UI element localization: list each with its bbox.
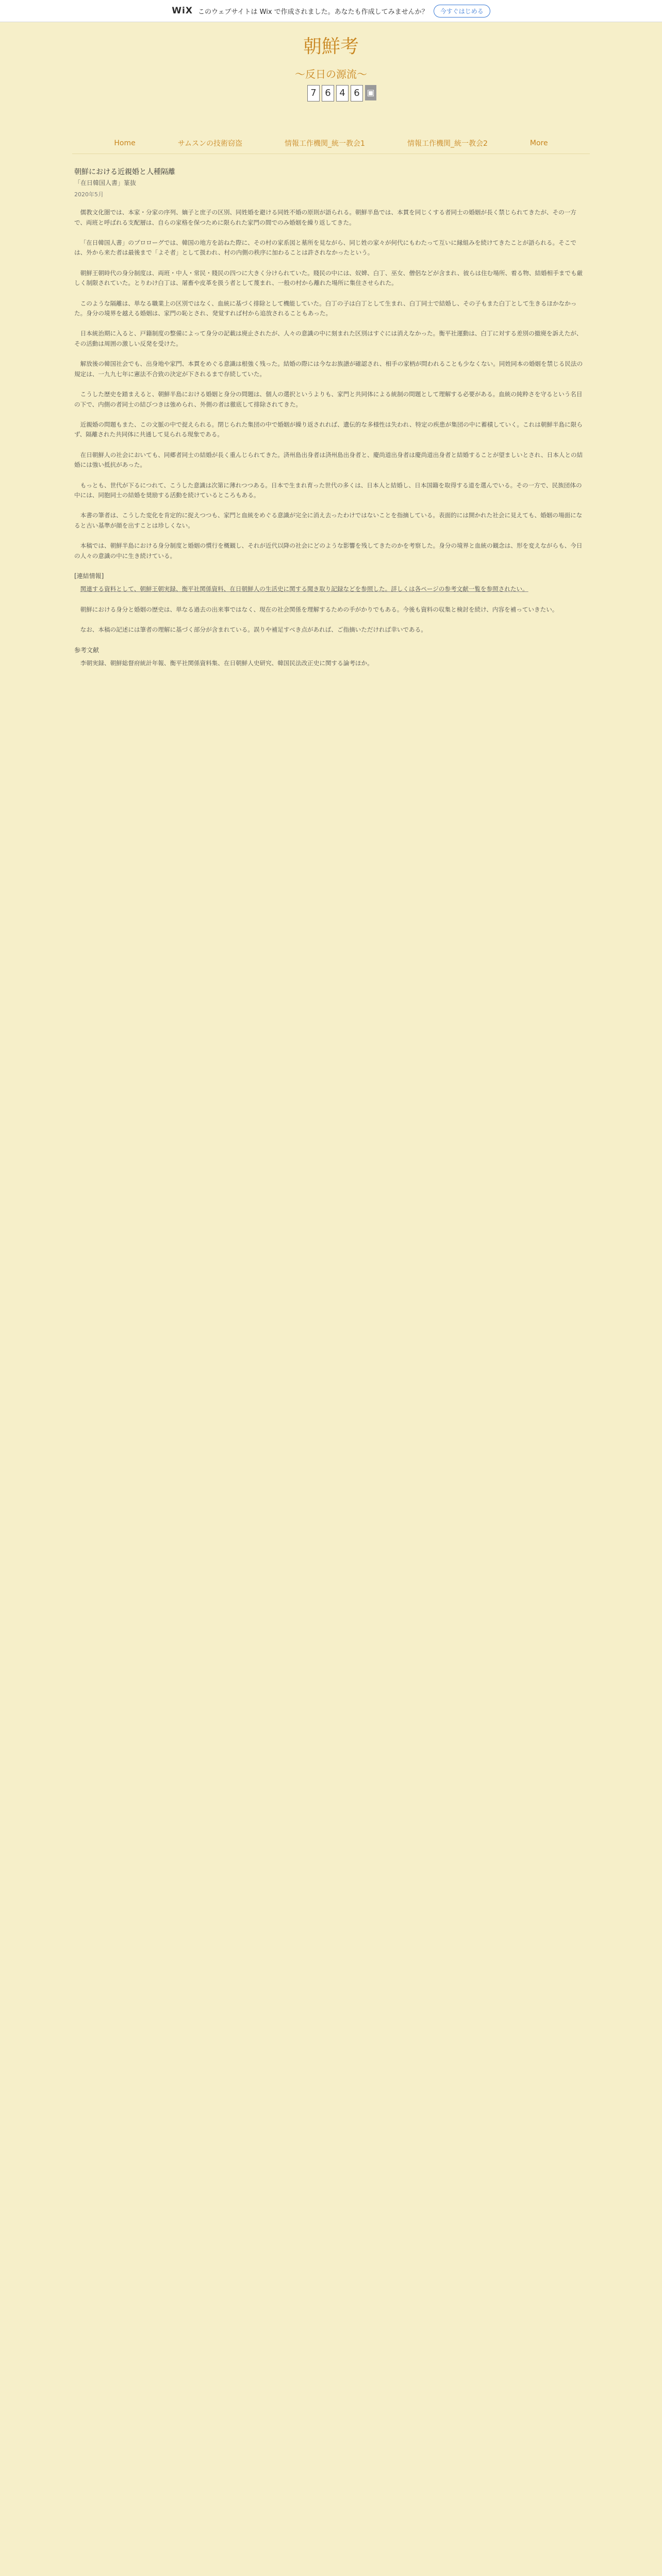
site-subtitle: ～反日の源流～ xyxy=(295,68,367,80)
wix-start-button[interactable]: 今すぐはじめる xyxy=(434,5,490,18)
article-paragraph: 本書の筆者は、こうした変化を肯定的に捉えつつも、家門と血統をめぐる意識が完全に消え去ったわけではないことを指摘している。表面的には開かれた社会に見えても、婚姻の場面になると古い基準が顔を出すことは珍しくない。 xyxy=(74,512,583,529)
references-paragraph: 李朝実録、朝鮮総督府統計年報、衡平社関係資料集、在日朝鮮人史研究、韓国民法改正史に関する論考ほか。 xyxy=(80,659,373,667)
article-paragraph: このような隔離は、単なる職業上の区別ではなく、血統に基づく排除として機能していた。白丁の子は白丁として生まれ、白丁同士で結婚し、その子もまた白丁として生きるほかなかった。身分の境界を越える婚姻は、家門の恥とされ、発覚すれば村から追放されることもあった。 xyxy=(74,299,577,317)
nav-item-more[interactable]: More xyxy=(529,139,548,147)
article-paragraph: もっとも、世代が下るにつれて、こうした意識は次第に薄れつつある。日本で生まれ育った世代の多くは、日本人と結婚し、日本国籍を取得する道を選んでいる。その一方で、民族団体の中には、同胞同士の結婚を奨励する活動を続けているところもある。 xyxy=(74,481,582,499)
link-paragraph[interactable]: 関連する資料として、朝鮮王朝実録、衡平社関係資料、在日朝鮮人の生活史に関する聞き取り記録などを参照した。詳しくは各ページの参考文献一覧を参照されたい。 xyxy=(80,585,528,593)
wix-logo: WiX xyxy=(172,6,193,16)
article-paragraph: 本稿では、朝鮮半島における身分制度と婚姻の慣行を概観し、それが近代以降の社会にどのような影響を残してきたのかを考察した。身分の境界と血統の観念は、形を変えながらも、今日の人々の意識の中に生き続けている。 xyxy=(74,542,583,560)
site-title: 朝鮮考 xyxy=(303,36,359,57)
article-paragraph: 解放後の韓国社会でも、出身地や家門、本貫をめぐる意識は根強く残った。結婚の際には今なお族譜が確認され、相手の家柄が問われることも少なくない。同姓同本の婚姻を禁じる民法の規定は、一九九七年に憲法不合致の決定が下されるまで存続していた。 xyxy=(74,360,583,378)
article xyxy=(74,167,588,679)
nav-item-home[interactable]: Home xyxy=(114,139,136,147)
counter-icon: ▣ xyxy=(365,85,376,100)
counter-digit: 6 xyxy=(351,85,363,101)
counter-digit: 4 xyxy=(336,85,349,101)
nav-item-samsung[interactable]: サムスンの技術窃盗 xyxy=(177,140,243,148)
closing-paragraph: なお、本稿の記述には筆者の理解に基づく部分が含まれている。誤りや補足すべき点があれば、ご指摘いただければ幸いである。 xyxy=(80,626,427,634)
article-paragraph: 近親婚の問題もまた、この文脈の中で捉えられる。閉じられた集団の中で婚姻が繰り返されれば、遺伝的な多様性は失われ、特定の疾患が集団の中に蓄積していく。これは朝鮮半島に限らず、隔離された共同体に共通して見られる現象である。 xyxy=(74,420,583,438)
article-paragraph: 朝鮮王朝時代の身分制度は、両班・中人・常民・賤民の四つに大きく分けられていた。賤民の中には、奴婢、白丁、巫女、僧侶などが含まれ、彼らは住む場所、着る物、結婚相手までも厳しく制限されていた。とりわけ白丁は、屠畜や皮革を扱う者として蔑まれ、一般の村から離れた場所に集住させられた。 xyxy=(74,269,583,287)
nav-item-unification-1[interactable]: 情報工作機関_統一教会1 xyxy=(285,140,365,148)
article-paragraph: 日本統治期に入ると、戸籍制度の整備によって身分の記載は廃止されたが、人々の意識の中に刻まれた区別はすぐには消えなかった。衡平社運動は、白丁に対する差別の撤廃を訴えたが、その活動は周囲の激しい反発を受けた。 xyxy=(74,330,583,347)
link-heading: [連結情報] xyxy=(74,572,104,580)
article-paragraph: 在日朝鮮人の社会においても、同郷者同士の結婚が長く重んじられてきた。済州島出身者は済州島出身者と、慶尚道出身者は慶尚道出身者と結婚することが望ましいとされ、日本人との結婚には強い抵抗があった。 xyxy=(74,451,583,469)
visitor-counter xyxy=(307,85,376,101)
closing-paragraph: 朝鮮における身分と婚姻の歴史は、単なる過去の出来事ではなく、現在の社会関係を理解するための手がかりでもある。今後も資料の収集と検討を続け、内容を補っていきたい。 xyxy=(80,605,558,613)
wix-banner xyxy=(0,0,662,22)
article-author: 「在日韓国人書」篆抜 xyxy=(74,179,137,187)
main-nav xyxy=(0,133,662,154)
article-paragraph: 儒教文化圏では、本家・分家の序列、嫡子と庶子の区別、同姓婚を避ける同姓不婚の原則が語られる。朝鮮半島では、本貫を同じくする者同士の婚姻が長く禁じられてきたが、その一方で、両班と呼ばれる支配層は、自らの家格を保つために限られた家門の間でのみ婚姻を繰り返してきた。 xyxy=(74,209,576,226)
article-paragraph: 「在日韓国人書」のプロローグでは、韓国の地方を訪ねた際に、その村の家系図と墓所を見ながら、同じ姓の家々が何代にもわたって互いに縁組みを続けてきたことが語られる。そこでは、外から来た者は最後まで「よそ者」として扱われ、村の内側の秩序に加わることは許されなかったという。 xyxy=(74,239,576,257)
nav-item-unification-2[interactable]: 情報工作機関_統一教会2 xyxy=(407,140,488,148)
references-heading: 参考文献 xyxy=(74,646,100,654)
article-date: 2020年5月 xyxy=(74,191,104,198)
article-paragraph: こうした歴史を踏まえると、朝鮮半島における婚姻と身分の問題は、個人の選択というよりも、家門と共同体による統制の問題として理解する必要がある。血統の純粋さを守るという名目の下で、内側の者同士の結びつきは強められ、外側の者は徹底して排除されてきた。 xyxy=(74,391,583,408)
article-title: 朝鮮における近親婚と人種隔離 xyxy=(74,168,175,176)
counter-digit: 7 xyxy=(307,85,320,101)
counter-digit: 6 xyxy=(322,85,334,101)
wix-banner-message: このウェブサイトは Wix で作成されました。あなたも作成してみませんか？ xyxy=(197,8,428,16)
